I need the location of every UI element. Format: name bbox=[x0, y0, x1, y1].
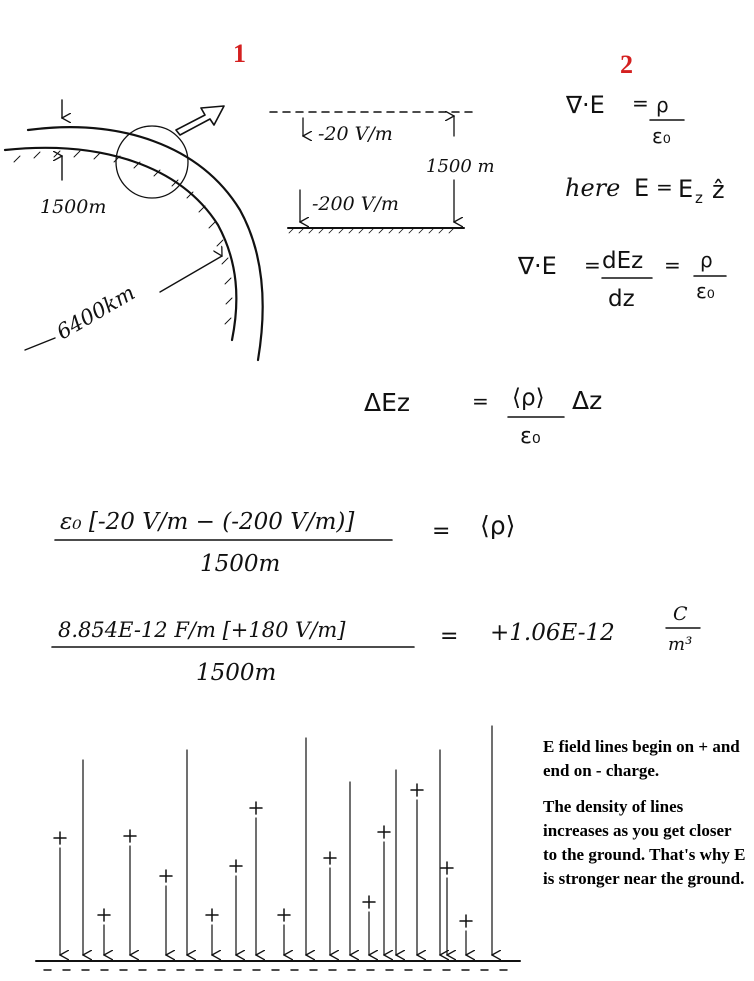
calc2-numerator: 8.854E-12 F/m [+180 V/m] bbox=[58, 618, 346, 642]
equals-sign-2: = bbox=[656, 175, 673, 199]
positive-charge bbox=[278, 909, 290, 921]
positive-charge bbox=[411, 784, 423, 796]
positive-charge bbox=[230, 860, 242, 872]
equals-sign-1: = bbox=[632, 91, 649, 115]
explanation-note bbox=[543, 735, 748, 903]
panel-number-1: 1 bbox=[233, 39, 246, 68]
calculation-2 bbox=[52, 603, 700, 686]
div-e-term-2: ∇·E bbox=[518, 252, 557, 280]
rho-average: ⟨ρ⟩ bbox=[512, 385, 545, 411]
ez-subscript: z bbox=[695, 189, 703, 207]
eps0-symbol-1: ε₀ bbox=[652, 124, 671, 148]
z-hat-symbol: ẑ bbox=[712, 176, 725, 204]
panel-number-2: 2 bbox=[620, 50, 633, 79]
equals-sign-4: = bbox=[664, 253, 681, 277]
eps0-symbol-3: ε₀ bbox=[520, 424, 541, 449]
equals-sign-5: = bbox=[472, 389, 489, 413]
earth-atmosphere-sketch bbox=[5, 100, 263, 360]
calc1-numerator: ε₀ [-20 V/m − (-200 V/m)] bbox=[60, 509, 355, 535]
div-e-term: ∇·E bbox=[566, 91, 605, 119]
equals-sign-6: = bbox=[432, 519, 451, 544]
delta-ez-term: ΔEz bbox=[364, 388, 411, 417]
here-label: here bbox=[565, 174, 621, 202]
positive-charge bbox=[124, 830, 136, 842]
earth-radius-label: 6400km bbox=[52, 280, 140, 345]
positive-charge bbox=[206, 909, 218, 921]
positive-charge bbox=[250, 802, 262, 814]
field-lines-diagram bbox=[36, 726, 520, 970]
calc2-denominator: 1500m bbox=[196, 660, 277, 686]
calc1-result: ⟨ρ⟩ bbox=[480, 511, 516, 540]
average-relation bbox=[364, 385, 602, 449]
field-bottom-label: -200 V/m bbox=[312, 193, 399, 215]
positive-charge bbox=[98, 909, 110, 921]
positive-charge bbox=[324, 852, 336, 864]
delta-z-term: Δz bbox=[572, 386, 603, 415]
equals-sign-7: = bbox=[440, 624, 459, 649]
positive-charge bbox=[441, 862, 453, 874]
positive-charge bbox=[363, 896, 375, 908]
ez-symbol: E bbox=[678, 175, 694, 203]
calc2-result: +1.06E-12 bbox=[490, 620, 615, 646]
positive-charge bbox=[54, 832, 66, 844]
rho-symbol-2: ρ bbox=[700, 248, 713, 272]
dez-numerator: dEz bbox=[602, 248, 644, 274]
positive-charge bbox=[378, 826, 390, 838]
calculation-1 bbox=[55, 509, 515, 577]
calc2-unit-denominator: m³ bbox=[668, 634, 693, 655]
equals-sign-3: = bbox=[584, 253, 601, 277]
note-paragraph-2: The density of lines increases as you get closer to the ground. That's why E is stronger near the ground. bbox=[543, 797, 746, 888]
eps0-symbol-2: ε₀ bbox=[696, 279, 715, 303]
calc1-denominator: 1500m bbox=[200, 551, 281, 577]
positive-charge bbox=[460, 915, 472, 927]
positive-charge bbox=[160, 870, 172, 882]
layer-thickness-label: 1500m bbox=[40, 196, 107, 218]
dz-denominator: dz bbox=[608, 286, 635, 312]
e-vector: E bbox=[634, 174, 650, 202]
field-layer-diagram bbox=[270, 112, 495, 233]
gauss-law-equations bbox=[517, 91, 726, 312]
rho-symbol-1: ρ bbox=[656, 93, 669, 117]
separation-label: 1500 m bbox=[426, 156, 495, 177]
note-paragraph-1: E field lines begin on + and end on - charge. bbox=[543, 737, 740, 780]
field-top-label: -20 V/m bbox=[318, 123, 393, 145]
calc2-unit-numerator: C bbox=[673, 603, 688, 625]
